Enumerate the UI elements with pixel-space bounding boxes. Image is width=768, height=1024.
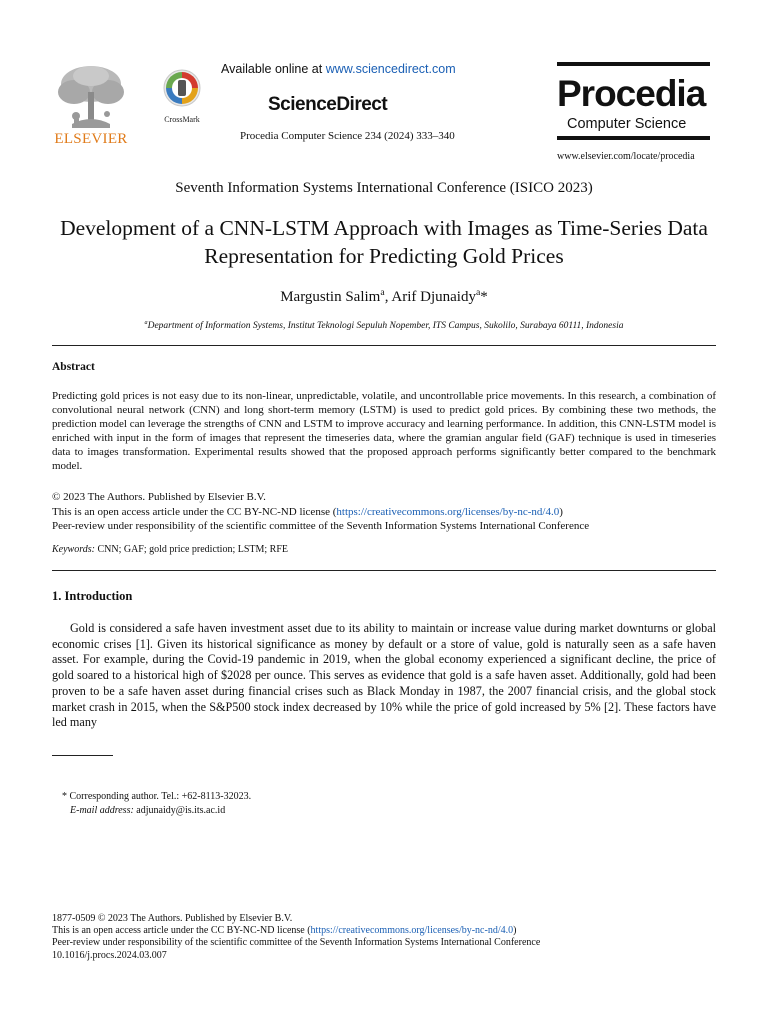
footer-issn: 1877-0509 © 2023 The Authors. Published by Elsevier B.V. (52, 913, 293, 924)
elsevier-wordmark: ELSEVIER (54, 131, 128, 147)
affiliation-text: Department of Information Systems, Institut Teknologi Sepuluh Nopember, ITS Campus, Sukolilo, Surabaya 60111, Indonesia (147, 321, 624, 332)
footnote (62, 790, 251, 818)
procedia-logo (557, 62, 710, 140)
keywords-label: Keywords: (52, 544, 95, 555)
license-prefix: This is an open access article under the CC BY-NC-ND license ( (52, 505, 337, 518)
crossmark-label: CrossMark (164, 115, 200, 124)
footer-license (52, 925, 716, 937)
license-line (52, 505, 716, 520)
abstract-heading: Abstract (52, 361, 95, 373)
email-line (62, 804, 251, 818)
license-link[interactable]: https://creativecommons.org/licenses/by-nc-nd/4.0 (336, 505, 560, 518)
copyright-line: © 2023 The Authors. Published by Elsevier B.V. (52, 491, 266, 503)
author-1-affil: a (380, 287, 385, 298)
author-2: Arif Djunaidy (391, 289, 476, 305)
email-address[interactable]: adjunaidy@is.its.ac.id (133, 805, 226, 816)
available-online (221, 62, 456, 76)
affiliation-sup: a (144, 320, 148, 326)
sciencedirect-link[interactable]: www.sciencedirect.com (325, 62, 456, 76)
author-1: Margustin Salim (280, 289, 381, 305)
abstract-top-rule (52, 345, 716, 346)
keywords (52, 544, 716, 555)
introduction-body (52, 621, 716, 731)
copyright-block (52, 490, 716, 534)
author-list (0, 287, 768, 306)
procedia-bottom-bar (557, 136, 710, 140)
corresponding-star: * (480, 289, 488, 305)
procedia-url-link[interactable]: www.elsevier.com/locate/procedia (557, 151, 695, 162)
footer-license-suffix: ) (513, 925, 517, 937)
footnote-rule (52, 755, 113, 756)
crossmark-badge[interactable] (160, 68, 204, 124)
paper-title: Development of a CNN-LSTM Approach with Images as Time-Series Data Representation for Predicting Gold Prices (60, 216, 708, 268)
peer-review-line: Peer-review under responsibility of the scientific committee of the Seventh Information Systems International Conference (52, 520, 590, 532)
section-heading-introduction: 1. Introduction (52, 589, 133, 603)
author-2-affil: a (475, 287, 481, 298)
affiliation (0, 320, 768, 331)
license-suffix: ) (559, 505, 563, 518)
abstract-body: Predicting gold prices is not easy due to its non-linear, unpredictable, volatile, and uncontrollable price movements. In this research, a combination of convolutional neural network (CNN) and long short-term memory (LSTM) is used to predict gold prices. By combining these two methods, the prediction model can leverage the strengths of CNN and LSTM to improve accuracy and learning performance. In addition, this CNN-LSTM model is enriched with input in the form of images that represent the timeseries data, where the gramian angular field (GAF) technique is used in timeseries data to images transformation. Experimental results showed that the proposed approach performs significantly better compared to the benchmark model. (52, 390, 716, 473)
keywords-values: CNN; GAF; gold price prediction; LSTM; RFE (94, 544, 289, 555)
abstract-bottom-rule (52, 570, 716, 571)
email-label: E-mail address: (70, 805, 134, 816)
sciencedirect-brand: ScienceDirect (268, 94, 388, 115)
journal-reference: Procedia Computer Science 234 (2024) 333–340 (240, 130, 455, 142)
footer-peer-review: Peer-review under responsibility of the scientific committee of the Seventh Information Systems International Conference (52, 937, 541, 949)
procedia-subtitle: Computer Science (567, 116, 687, 132)
footer-license-link[interactable]: https://creativecommons.org/licenses/by-nc-nd/4.0 (310, 925, 514, 937)
footer-license-prefix: This is an open access article under the CC BY-NC-ND license ( (52, 925, 311, 937)
author-separator: , (384, 289, 392, 305)
conference-name: Seventh Information Systems International Conference (ISICO 2023) (175, 180, 593, 196)
introduction-paragraph: Gold is considered a safe haven investment asset due to its ability to maintain or increase value during market downturns or global economic crises [1]. Given its historical significance as money by default or a store of value, gold is naturally seen as a safe haven asset. For example, during the Covid-19 pandemic in 2019, when the global economy experienced a significant decline, the price of gold soared to a historical high of $2028 per ounce. This serves as evidence that gold is a safe haven asset. Additionally, gold had been proven to be a safe haven asset during financial crises such as Black Monday in 1987, the 2007 financial crisis, and the global stock market crash in 2015, when the S&P500 stock index decreased by 10% while the price of gold increased by 5% [2]. These factors have led many (52, 621, 716, 730)
crossmark-icon (162, 68, 202, 108)
corresponding-author: * Corresponding author. Tel.: +62-8113-32023. (62, 791, 252, 802)
footer-doi[interactable]: 10.1016/j.procs.2024.03.007 (52, 949, 167, 961)
procedia-wordmark: Procedia (557, 73, 706, 114)
procedia-top-bar (557, 62, 710, 66)
page-footer (52, 913, 716, 962)
available-prefix: Available online at (221, 62, 326, 76)
